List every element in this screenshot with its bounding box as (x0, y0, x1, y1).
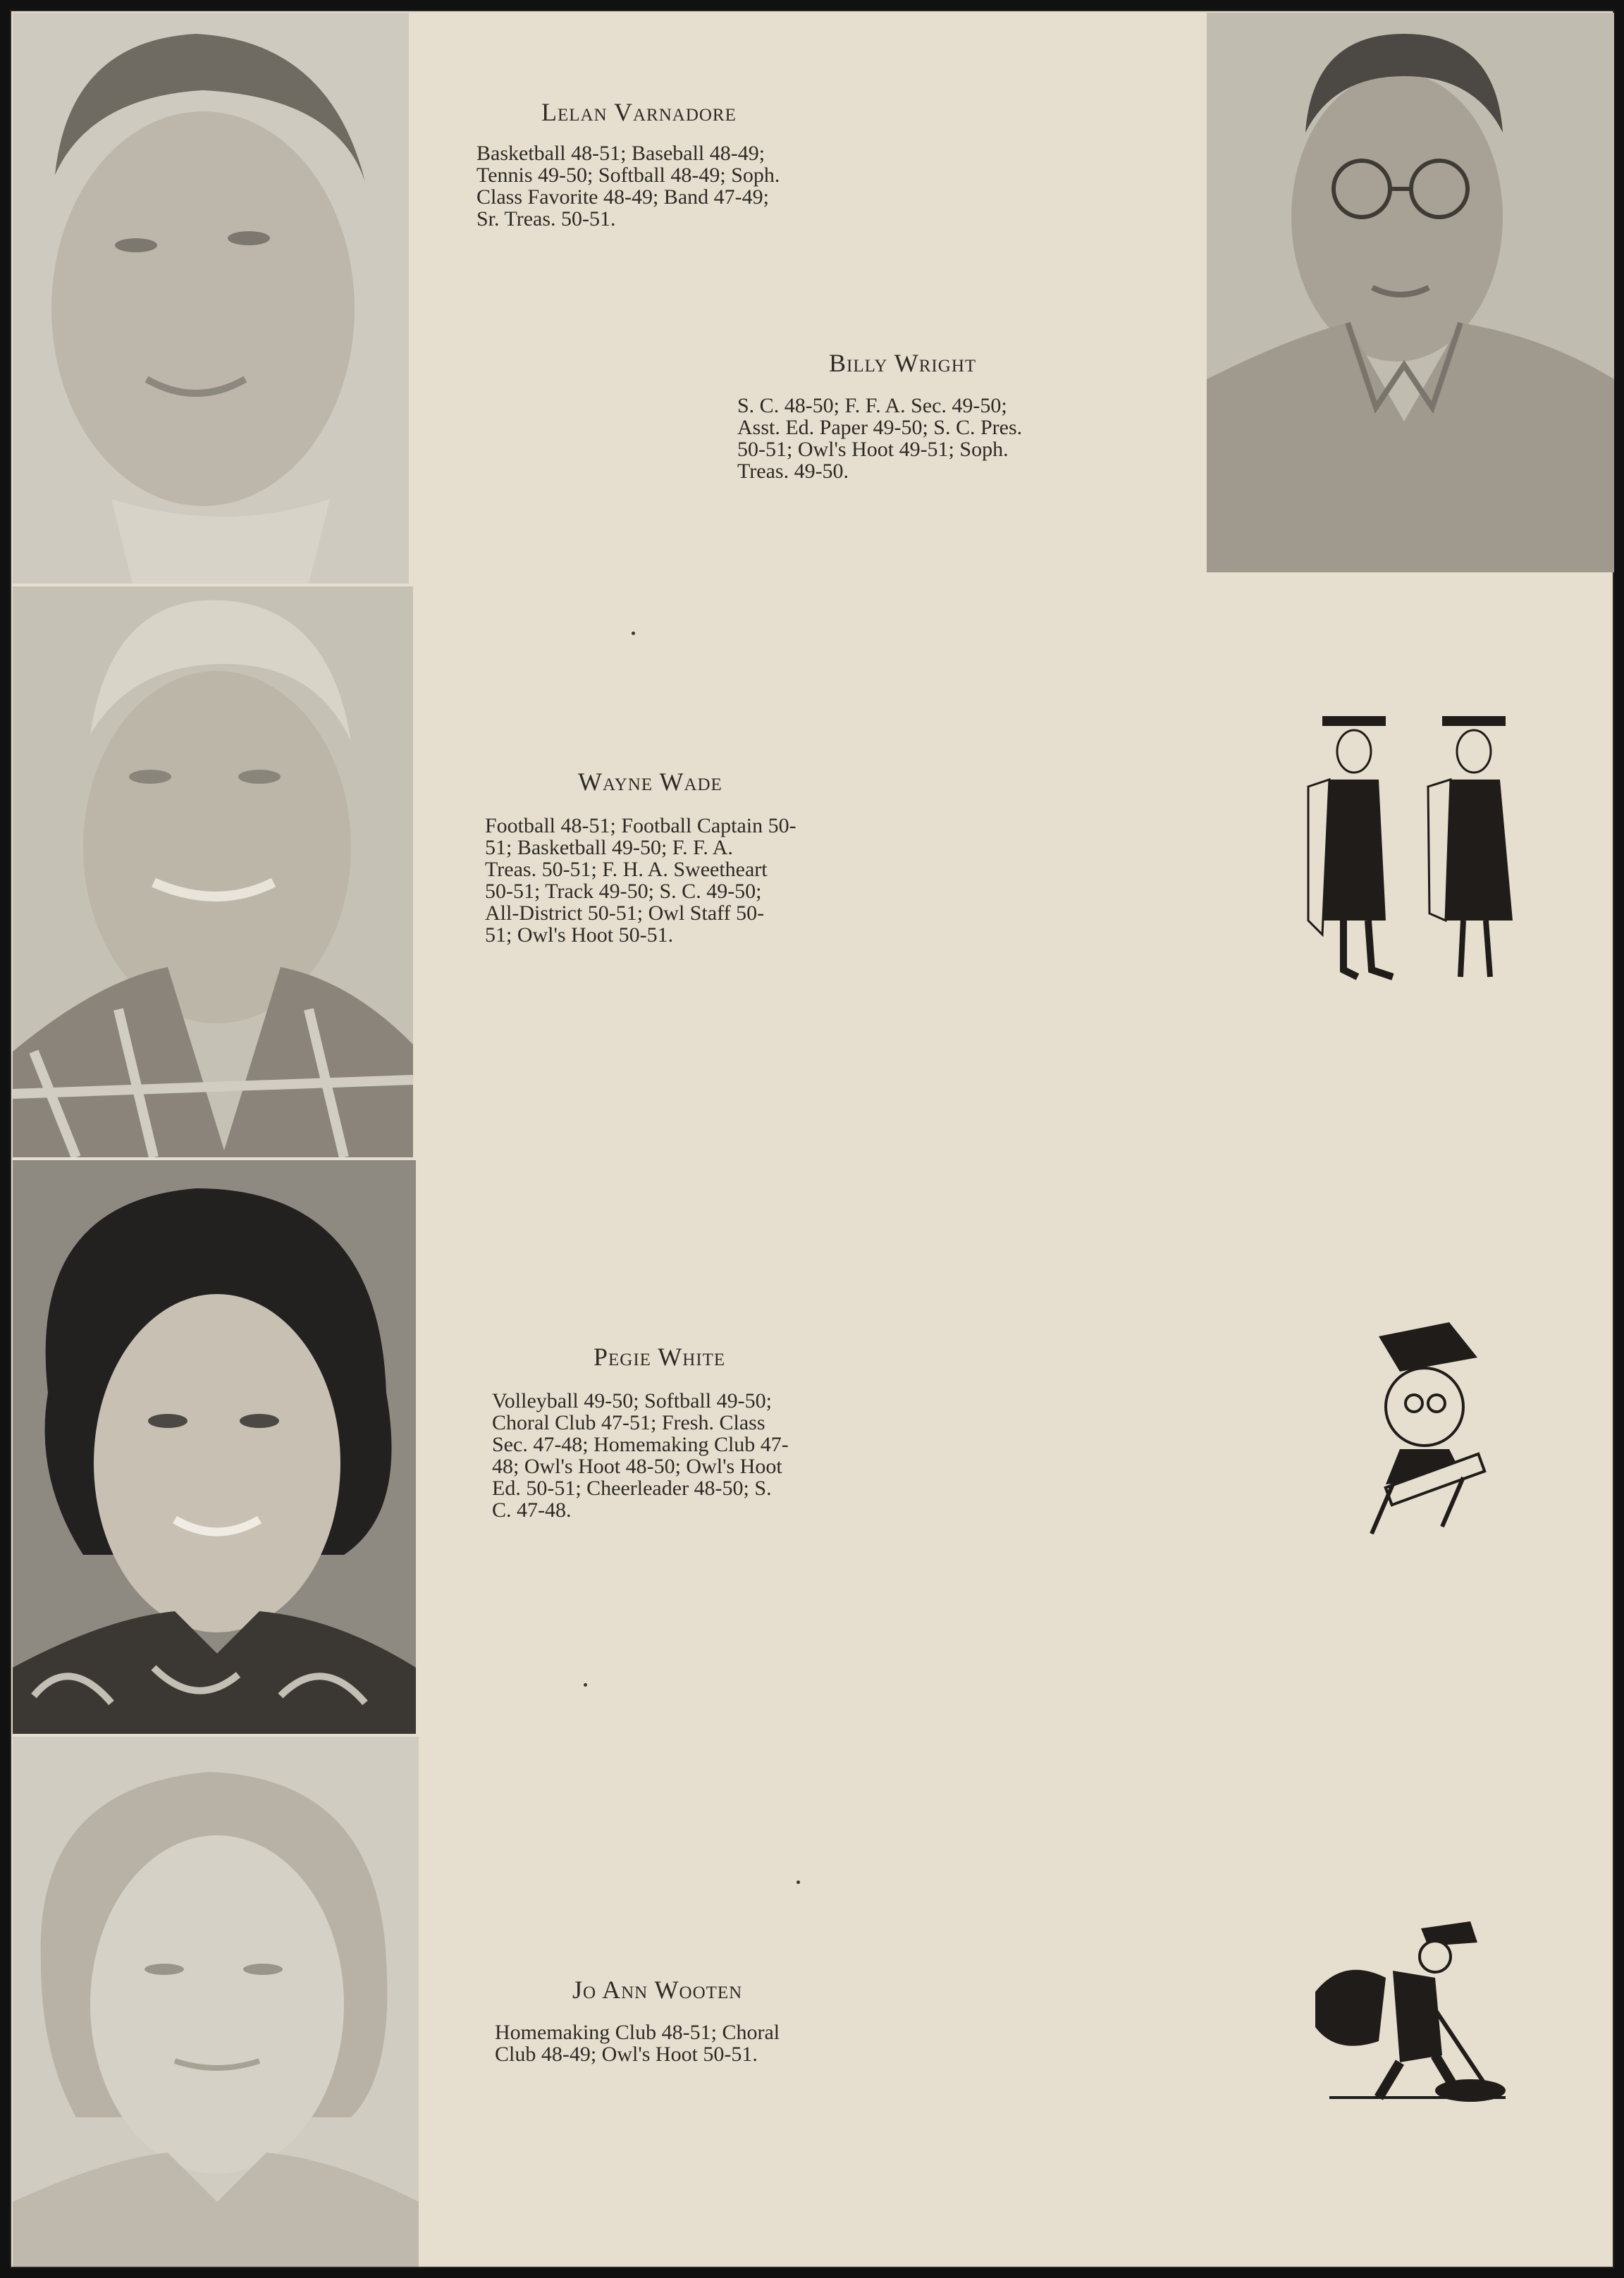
graduate-diploma-icon (1358, 1315, 1499, 1541)
print-speck (632, 632, 635, 635)
student-name: Jo Ann Wooten (572, 1976, 743, 2004)
student-activities: Basketball 48-51; Baseball 48-49; Tennis 49-50; Softball 48-49; Soph. Class Favorite 48-49; Band 47-49; Sr. Treas. 50-51. (476, 142, 780, 230)
portrait-billy-wright (1207, 13, 1614, 572)
student-name: Lelan Varnadore (541, 98, 737, 126)
yearbook-page (10, 10, 1614, 2268)
portrait-wayne-wade (13, 586, 413, 1157)
print-speck (796, 1880, 800, 1884)
student-name: Wayne Wade (578, 768, 722, 796)
student-name: Billy Wright (829, 349, 977, 377)
student-activities: Football 48-51; Football Captain 50- 51; Basketball 49-50; F. F. A. Treas. 50-51; F. H. A. Sweetheart 50-51; Track 49-50; S. C. 49-50; All-District 50-51; Owl Staff 50- 51; Owl's Hoot 50-51. (485, 814, 796, 947)
print-speck (584, 1683, 587, 1687)
portrait-jo-ann-wooten (13, 1737, 419, 2267)
student-activities: Homemaking Club 48-51; Choral Club 48-49; Owl's Hoot 50-51. (495, 2021, 780, 2066)
student-activities: Volleyball 49-50; Softball 49-50; Choral Club 47-51; Fresh. Class Sec. 47-48; Homemaking Club 47- 48; Owl's Hoot 48-50; Owl's Hoot Ed. 50-51; Cheerleader 48-50; S. C. 47-48. (492, 1389, 789, 1522)
student-activities: S. C. 48-50; F. F. A. Sec. 49-50; Asst. Ed. Paper 49-50; S. C. Pres. 50-51; Owl's Hoot 49-51; Soph. Treas. 49-50. (737, 394, 1023, 483)
graduates-couple-icon (1301, 709, 1534, 1005)
portrait-pegie-white (13, 1160, 416, 1734)
portrait-lelan-varnadore (13, 13, 409, 584)
student-name: Pegie White (593, 1343, 726, 1371)
graduate-digging-icon (1315, 1914, 1513, 2112)
